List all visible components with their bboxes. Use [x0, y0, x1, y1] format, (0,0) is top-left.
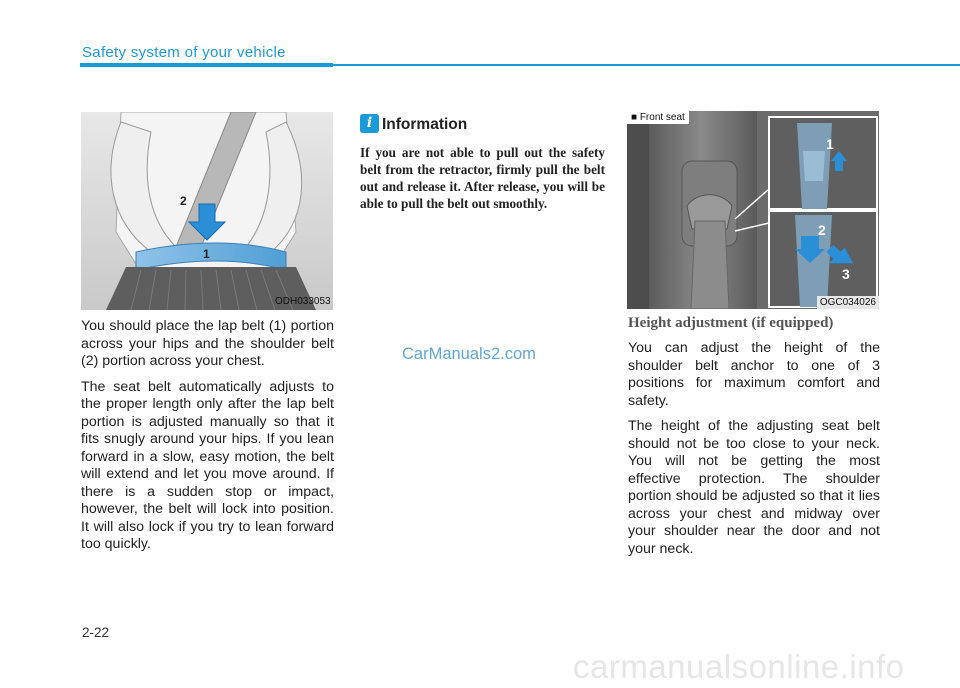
figure-left-caption: ODH033053: [275, 296, 331, 307]
watermark-link[interactable]: CarManuals2.com: [402, 345, 536, 363]
footer-site-watermark[interactable]: carmanualsonline.info: [573, 648, 905, 685]
height-adjustment-heading: Height adjustment (if equipped): [628, 315, 834, 331]
figure-height-adjuster: [627, 111, 879, 309]
page-number: 2-22: [82, 625, 110, 640]
paragraph-auto-adjust: The seat belt automatically adjusts to the proper length only after the lap belt portion is adjusted manually so that it fits snugly around your hips. If you lean forward in a slow, easy motion, the belt will extend and let you move around. If there is a sudden stop or impact, however, the belt will lock into position. It will also lock if you try to lean forward too quickly.: [81, 378, 334, 552]
information-title: Information: [382, 116, 468, 133]
paragraph-neck-warning: The height of the adjusting seat belt should not be too close to your neck. You will not be getting the most effective protection. The shoulder portion should be adjusted so that it lies across your chest and midway over your shoulder near the door and not your neck.: [628, 418, 880, 557]
section-header-title: Safety system of your vehicle: [82, 44, 286, 61]
figure-right-label: ■ Front seat: [627, 111, 689, 124]
callout-3: 3: [842, 266, 850, 282]
paragraph-adjust-height: You can adjust the height of the shoulder belt anchor to one of 3 positions for maximum comfort and safety.: [628, 340, 880, 409]
header-accent-bar: [80, 63, 333, 67]
header-rule: [333, 64, 960, 66]
paragraph-lap-belt: You should place the lap belt (1) portion across your hips and the shoulder belt (2) portion across your chest.: [81, 318, 334, 369]
seatbelt-person-illustration: [81, 112, 333, 310]
info-icon: i: [360, 114, 379, 133]
figure-right-caption: OGC034026: [817, 296, 879, 309]
callout-1: 1: [203, 247, 210, 261]
callout-2: 2: [180, 194, 187, 208]
callout-1: 1: [826, 136, 834, 152]
figure-seatbelt-person: [81, 112, 333, 310]
left-column-text: [81, 318, 334, 562]
height-adjuster-illustration: [627, 111, 879, 309]
information-text: If you are not able to pull out the safety belt from the retractor, firmly pull the belt out and release it. After release, you will be able to pull the belt out smoothly.: [360, 145, 605, 211]
callout-2: 2: [818, 222, 826, 238]
right-column-text: [628, 340, 880, 566]
